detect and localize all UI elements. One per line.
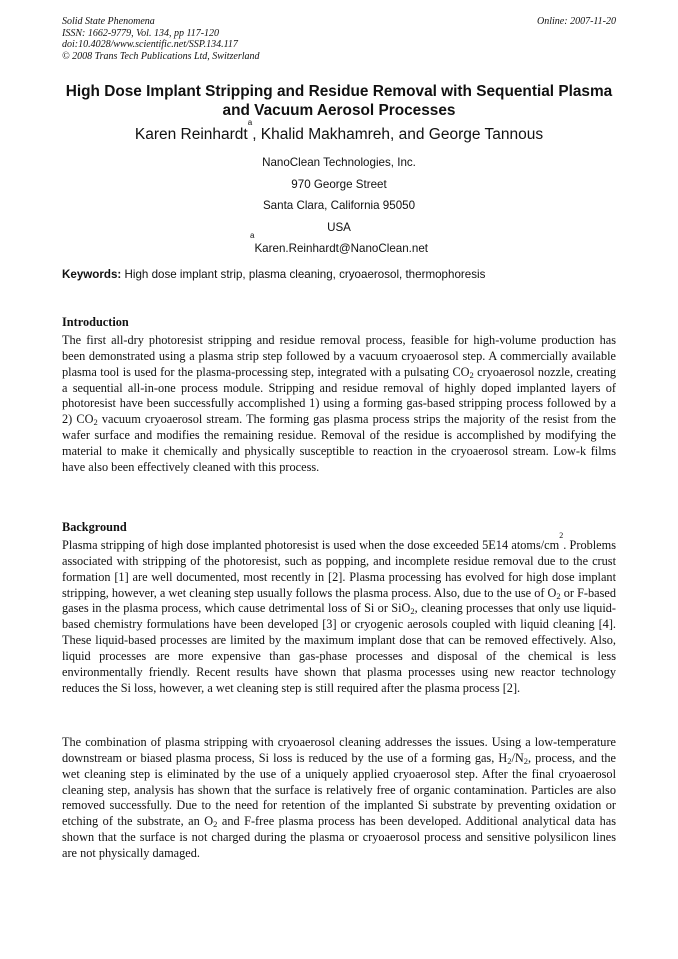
author-list bbox=[62, 118, 616, 145]
intro-sub-2: 2 bbox=[93, 417, 98, 428]
bg1-text-3: or F-based gases in the plasma process, which cause detrimental loss of Si or SiO bbox=[62, 585, 617, 616]
journal-issn: ISSN: 1662-9779, Vol. 134, pp 117-120 bbox=[62, 27, 220, 39]
intro-sub-1: 2 bbox=[469, 369, 474, 380]
bg2-text-1: The combination of plasma stripping with cryoaerosol cleaning addresses the issues. Using a low-temperature downstream or biased plasma process, Si loss is reduced by the use of a forming gas, H bbox=[62, 735, 616, 765]
bg1-sub-1: 2 bbox=[556, 590, 561, 601]
journal-doi: doi:10.4028/www.scientific.net/SSP.134.117 bbox=[62, 39, 238, 50]
journal-copyright: © 2008 Trans Tech Publications Ltd, Switzerland bbox=[62, 50, 260, 62]
intro-text-2: cryoaerosol nozzle, creating a sequential all-in-one process module. Stripping and residue removal of highly doped implanted layers of photoresist have been successfully accomplished 1) using a forming gas-based stripping process followed by a 2) CO bbox=[62, 364, 617, 427]
intro-text-1: The first all-dry photoresist stripping and residue removal process, feasible for high-volume production has been demonstrated using a plasma strip step followed by a vacuum cryoaerosol step. A commercially available plasma tool is used for the plasma-processing step, integrated with a pulsating CO bbox=[62, 333, 616, 379]
affiliation-org: NanoClean Technologies, Inc. bbox=[262, 156, 416, 169]
background-heading: Background bbox=[62, 520, 127, 534]
keywords-text: High dose implant strip, plasma cleaning, cryoaerosol, thermophoresis bbox=[121, 268, 486, 281]
bg1-sup-1: 2 bbox=[559, 531, 564, 540]
background-paragraph-2 bbox=[62, 735, 616, 862]
paper-title: High Dose Implant Stripping and Residue Removal with Sequential Plasma and Vacuum Aerosol Processes bbox=[65, 83, 613, 119]
author-email: Karen.Reinhardt@NanoClean.net bbox=[254, 242, 428, 255]
bg2-sub-3: 2 bbox=[213, 819, 218, 830]
email-marker: a bbox=[250, 231, 255, 240]
bg1-text-2: . Problems associated with stripping of the photoresist, such as popping, and incomplete residue removal due to the crust formation [1] are well documented, most recently in [2]. Plasma processing has evolved for high dose implant stripping, however, a wet cleaning step usually follows the plasma process. Also, due to the use of O bbox=[62, 538, 616, 600]
bg2-text-2: /N bbox=[511, 750, 524, 765]
introduction-heading: Introduction bbox=[62, 315, 129, 329]
first-author: Karen Reinhardt bbox=[134, 126, 248, 143]
affiliation-street: 970 George Street bbox=[291, 177, 387, 191]
bg2-text-3: , process, and the wet cleaning step is eliminated by the use of a uniquely applied cryoaerosol step. After the final cryoaerosol cleaning step, analysis has shown that the surface is relatively free of organic contamination. Particles are also removed successfully. Due to the need for retention of the implanted Si substrate by preventing oxidation or etching of the substrate, an O bbox=[62, 750, 617, 829]
online-date: Online: 2007-11-20 bbox=[537, 16, 616, 27]
bg1-text-1: Plasma stripping of high dose implanted photoresist is used when the dose exceeded 5E14 atoms/cm bbox=[62, 538, 560, 552]
bg2-text-4: and F-free plasma process has been developed. Additional analytical data has shown that the surface is not charged during the plasma or cryoaerosol process and sensitive polysilicon lines are not physically damaged. bbox=[62, 814, 616, 860]
bg2-sub-1: 2 bbox=[507, 755, 512, 766]
other-authors: , Khalid Makhamreh, and George Tannous bbox=[252, 126, 544, 143]
bg1-text-4: , cleaning processes that only use liquid-based chemistry formulations have been developed [3] or cryogenic aerosols coupled with liquid cleaning [4]. These liquid-based processes are limited by the maximum implant dose that can be removed effectively. Also, liquid processes are more expensive than gas-phase processes and disposal of the chemical is less environmentally friendly. Recent results have shown that plasma processes using new reactor technology reduces the Si loss, however, a wet cleaning step is still required after the plasma process [2]. bbox=[62, 601, 616, 695]
keywords-line bbox=[62, 268, 616, 282]
affiliation-city: Santa Clara, California 95050 bbox=[262, 199, 416, 212]
bg1-sub-2: 2 bbox=[410, 606, 415, 617]
background-paragraph-1 bbox=[62, 531, 617, 696]
author-footnote-marker: a bbox=[247, 118, 253, 127]
introduction-paragraph bbox=[62, 333, 616, 476]
affiliation-country: USA bbox=[327, 220, 351, 234]
intro-text-3: vacuum cryoaerosol stream. The forming gas plasma process strips the majority of the resist from the wafer surface and modifies the remaining residue. Removal of the residue is accomplished by modifying the material to make it chemically and physically susceptible to reaction in the cryoaerosol stream. Low-k films have also been effectively cleaned with this process. bbox=[62, 412, 616, 474]
journal-name: Solid State Phenomena bbox=[62, 16, 155, 27]
bg2-sub-2: 2 bbox=[523, 755, 529, 766]
journal-header bbox=[62, 16, 260, 62]
keywords-label: Keywords: bbox=[62, 268, 122, 281]
affiliation-block bbox=[62, 152, 616, 260]
affiliation-email-line bbox=[62, 231, 616, 260]
